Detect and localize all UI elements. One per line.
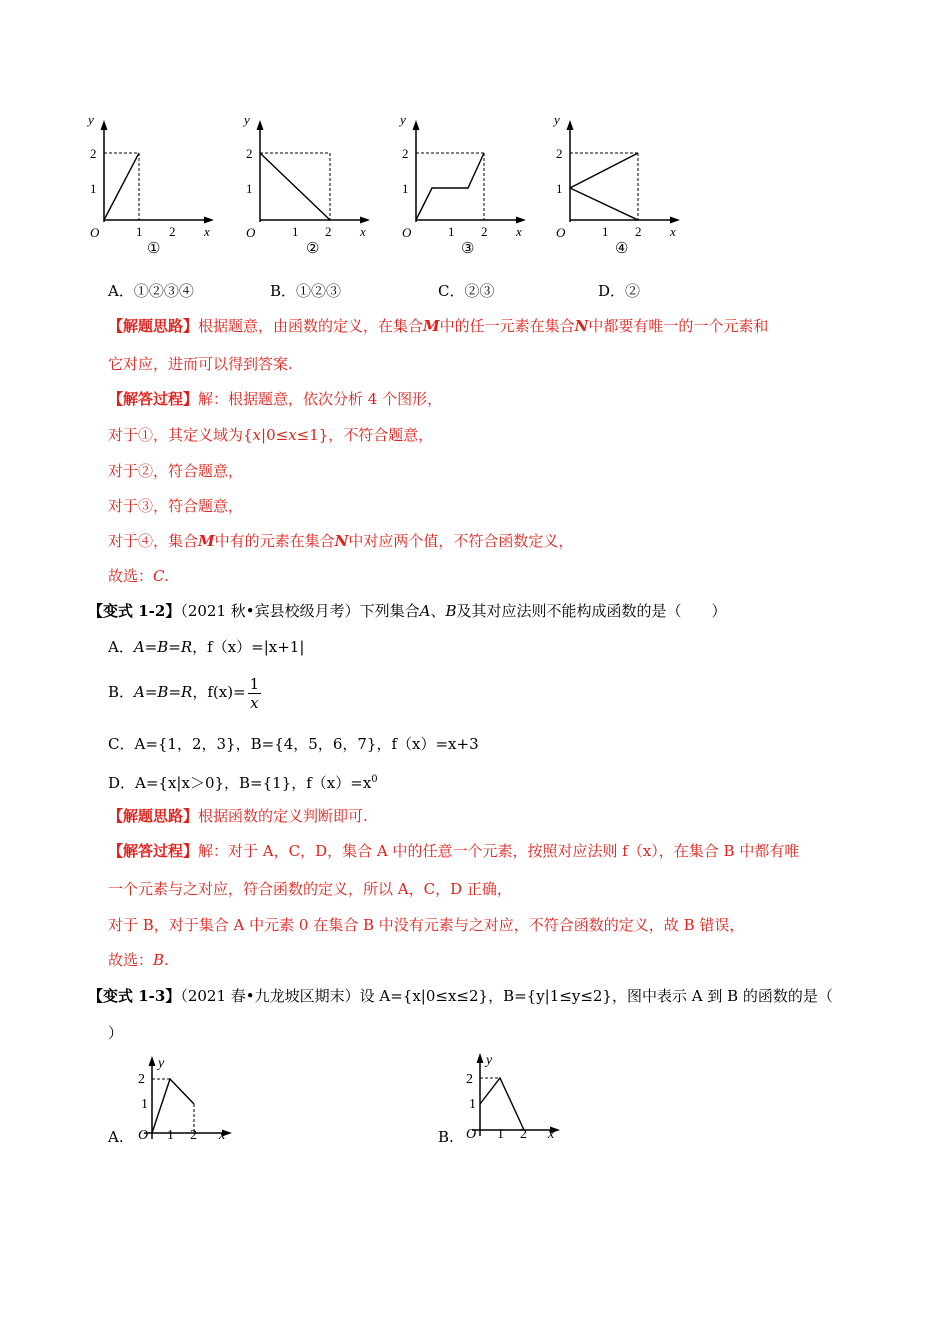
svg-text:2: 2 <box>635 224 642 239</box>
q1-thought-line2: 它对应，进而可以得到答案. <box>108 355 293 373</box>
svg-text:2: 2 <box>556 146 563 161</box>
svg-text:1: 1 <box>246 181 253 196</box>
svg-text:O: O <box>466 1127 477 1142</box>
q1-line-3: 对于③，符合题意， <box>108 497 244 515</box>
graph-1-label: ① <box>147 241 161 257</box>
q2-stem: 【变式 1-2】（2021 秋•宾县校级月考）下列集合A、B及其对应法则不能构成函数的是（ ） <box>88 602 727 620</box>
svg-text:1: 1 <box>141 1097 148 1112</box>
q2-option-c: C．A={1，2，3}，B={4，5，6，7}，f（x）=x+3 <box>108 735 479 753</box>
svg-text:1: 1 <box>402 181 409 196</box>
svg-text:O: O <box>402 225 412 240</box>
q2-process-line3: 对于 B，对于集合 A 中元素 0 在集合 B 中没有元素与之对应，不符合函数的定义，故 B 错误， <box>108 916 745 934</box>
svg-text:y: y <box>554 112 560 127</box>
q1-answer: 故选：C. <box>108 567 169 585</box>
svg-text:y: y <box>400 112 406 127</box>
fraction: $\frac{1}{x}$ <box>249 674 260 712</box>
q2-answer: 故选：B. <box>108 951 169 969</box>
q3-stem-end: ） <box>108 1024 124 1042</box>
svg-text:1: 1 <box>136 224 143 239</box>
svg-text:x: x <box>360 224 366 239</box>
svg-text:2: 2 <box>138 1072 145 1087</box>
q3-stem: 【变式 1-3】（2021 春•九龙坡区期末）设 A={x|0≤x≤2}，B={y|1≤y≤2}，图中表示 A 到 B 的函数的是（ <box>88 987 833 1005</box>
svg-text:2: 2 <box>325 224 332 239</box>
svg-text:O: O <box>556 225 566 240</box>
svg-text:2: 2 <box>190 1128 197 1143</box>
svg-text:2: 2 <box>90 146 97 161</box>
graph-4 <box>550 112 690 260</box>
svg-text:2: 2 <box>481 224 488 239</box>
svg-text:2: 2 <box>169 224 176 239</box>
graph-1 <box>84 112 224 260</box>
svg-text:1: 1 <box>167 1128 174 1143</box>
svg-text:1: 1 <box>448 224 455 239</box>
graph-4-label: ④ <box>615 241 629 257</box>
svg-text:O: O <box>246 225 256 240</box>
svg-text:x: x <box>548 1127 555 1142</box>
graph-3-label: ③ <box>461 241 475 257</box>
svg-text:1: 1 <box>292 224 299 239</box>
svg-text:x: x <box>219 1128 226 1143</box>
q3-option-a: A. <box>108 1128 124 1146</box>
svg-text:x: x <box>670 224 676 239</box>
q1-option-d: D．② <box>598 282 641 300</box>
svg-text:2: 2 <box>402 146 409 161</box>
svg-text:1: 1 <box>556 181 563 196</box>
q2-option-a: A．A=B=R，f（x）=|x+1| <box>108 638 305 656</box>
q1-option-b: B．①②③ <box>270 282 342 300</box>
svg-text:y: y <box>158 1056 165 1071</box>
q3-graph-a <box>134 1053 244 1145</box>
q1-option-a: A．①②③④ <box>108 282 194 300</box>
svg-text:O: O <box>90 225 100 240</box>
svg-text:x: x <box>204 224 210 239</box>
q1-line-4: 对于④，集合M中有的元素在集合N中对应两个值，不符合函数定义， <box>108 532 574 550</box>
q1-process: 【解答过程】解：根据题意，依次分析 4 个图形， <box>108 390 443 408</box>
svg-text:O: O <box>138 1128 149 1143</box>
q2-option-b: B．A=B=R，f(x)= $\frac{1}{x}$ <box>108 674 260 712</box>
q1-line-2: 对于②，符合题意， <box>108 462 244 480</box>
svg-text:y: y <box>244 112 250 127</box>
graph-2 <box>240 112 380 260</box>
q1-thought: 【解题思路】根据题意，由函数的定义，在集合M中的任一元素在集合N中都要有唯一的一个元素和 <box>108 317 769 335</box>
svg-text:2: 2 <box>466 1072 473 1087</box>
svg-text:1: 1 <box>602 224 609 239</box>
q2-process-line2: 一个元素与之对应，符合函数的定义，所以 A，C，D 正确， <box>108 880 512 898</box>
graph-3 <box>396 112 536 260</box>
q3-option-b: B. <box>438 1128 454 1146</box>
svg-text:1: 1 <box>497 1127 504 1142</box>
q1-option-c: C．②③ <box>438 282 495 300</box>
graph-1-y-label: y <box>88 112 94 127</box>
svg-text:x: x <box>516 224 522 239</box>
q2-process: 【解答过程】解：对于 A，C，D，集合 A 中的任意一个元素，按照对应法则 f（x），在集合 B 中都有唯 <box>108 842 800 860</box>
svg-text:2: 2 <box>246 146 253 161</box>
graph-2-label: ② <box>306 241 320 257</box>
svg-text:y: y <box>486 1053 493 1068</box>
q1-line-1: 对于①，其定义域为{x|0≤x≤1}，不符合题意， <box>108 426 434 444</box>
svg-text:1: 1 <box>90 181 97 196</box>
q2-option-d: D．A={x|x＞0}，B={1}，$f(x)=x^0$ <box>108 774 378 792</box>
svg-text:2: 2 <box>520 1127 527 1142</box>
q3-graph-b <box>462 1050 572 1142</box>
svg-text:1: 1 <box>469 1097 476 1112</box>
q2-thought: 【解题思路】根据函数的定义判断即可. <box>108 807 368 825</box>
